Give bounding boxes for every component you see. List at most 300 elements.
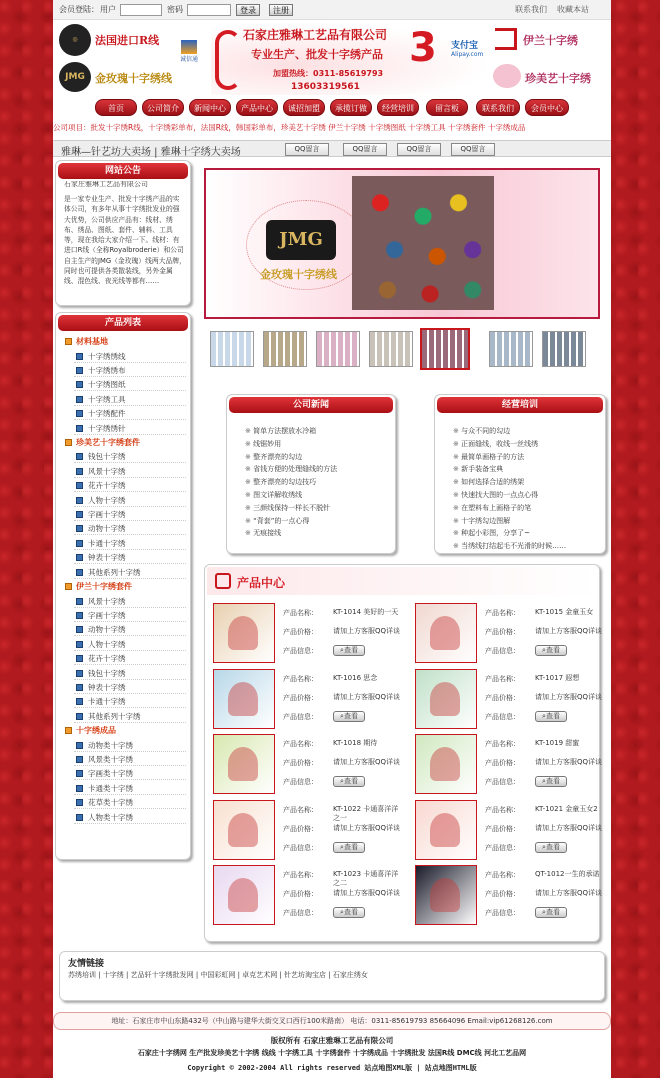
product-name: KT-1016 思念 [333,673,378,682]
folder-icon [65,338,72,345]
link-separator: | [123,971,131,979]
product-field-label: 产品信息： [283,843,318,852]
product-price: 请加上方客服QQ详谈 [535,758,603,766]
category-group[interactable] [64,580,190,593]
training-item[interactable]: ※ 新手装备宝典 [453,463,613,475]
toplink-bookmark[interactable]: 收藏本站 [557,5,589,14]
magnifier-icon: ⌕ [542,777,546,785]
nav-about[interactable]: 公司简介 [142,99,184,116]
chengxintong-label: 诚信通 [179,56,198,63]
view-button[interactable] [333,842,365,853]
product-image[interactable] [415,865,477,925]
banner-thumbnail[interactable] [263,331,307,367]
product-field-label: 产品信息： [485,843,520,852]
friend-links-title: 友情链接 [68,959,105,969]
product-field-label: 产品价格： [485,628,520,636]
category-item[interactable] [74,753,186,766]
product-name: KT-1023 卡通喜洋洋之二 [333,870,399,887]
category-item-label: 动物十字绣 [88,524,126,534]
page [53,0,611,1078]
big-3-decoration: 3 [409,25,437,71]
document-icon [76,785,83,792]
view-button[interactable] [535,776,567,787]
left-brand-1: 法国进口R线 [95,34,160,47]
product-field-label: 产品名称： [283,871,318,879]
category-item[interactable] [74,811,186,824]
product-field-label: 产品价格： [485,890,520,898]
document-icon [76,698,83,705]
category-group-label: 十字绣成品 [76,726,116,736]
product-field-label: 产品价格： [283,890,318,898]
category-item-label: 动物类十字绣 [88,740,133,750]
main-nav [53,97,611,119]
friend-link[interactable]: 十字绣 [102,971,124,979]
category-item-label: 十字绣配件 [88,409,126,419]
training-item[interactable]: ※ 与众不同的勾边 [453,425,613,437]
training-item[interactable]: ※ 如何选择合适的绣架 [453,476,613,488]
address-bar: 地址：石家庄市中山东路432号（中山路与建华大街交叉口西行100米路南） 电话：0311-85619793 85664096 Email:vip61268126.com [53,1012,611,1030]
category-item-label: 字画十字绣 [88,610,126,620]
product-price: 请加上方客服QQ详谈 [535,692,603,701]
document-icon [76,670,83,677]
cross-stitch-figure [430,682,460,716]
category-item[interactable] [74,522,186,535]
news-item[interactable]: ※ 整齐漂亮的勾边 [245,451,405,463]
header-slogan: 专业生产、批发十字绣产品 [251,48,383,61]
jmg-logo: JMG [59,62,91,92]
document-icon [76,598,83,605]
username-input[interactable] [120,4,162,16]
category-item[interactable] [74,537,186,550]
login-label: 会员登陆： [59,5,99,14]
category-item[interactable] [74,710,186,723]
view-button[interactable] [535,645,567,656]
document-icon [76,770,83,777]
product-field-label: 产品名称： [485,805,520,814]
category-item[interactable] [74,652,186,665]
category-item[interactable] [74,739,186,752]
view-button-label: 查看 [343,842,358,851]
cross-stitch-figure [430,878,460,912]
category-item[interactable] [74,494,186,507]
category-item-label: 人物十字绣 [88,495,126,505]
document-icon [76,742,83,749]
product-field-label: 产品信息： [283,778,318,786]
category-item[interactable] [74,508,186,521]
category-item[interactable] [74,450,186,463]
folder-icon [65,583,72,590]
friend-link[interactable]: 苏绣培训 [68,971,96,979]
friend-link[interactable]: 石家庄绣女 [332,971,368,979]
magnifier-icon: ⌕ [340,646,344,654]
document-icon [76,655,83,662]
banner-thumbnail[interactable] [542,331,586,367]
category-item[interactable] [74,350,186,363]
product-field-label: 产品名称： [485,609,520,617]
cross-stitch-figure [228,616,258,650]
zhenmeiyi-logo-icon [493,64,521,88]
cross-stitch-figure [228,878,258,912]
project-ticker: 公司项目：批发十字绣R线，十字绣彩单布，法国R线，韩国彩单布，珍美艺十字绣 伊兰十字绣 十字绣图纸 十字绣工具 十字绣套件 十字绣成品 [53,123,526,132]
category-item-label: 钟表十字绣 [88,553,126,563]
right-brand-2: 珍美艺十字绣 [525,72,591,85]
news-item[interactable]: ※ 整齐漂亮的勾边技巧 [245,476,405,488]
cross-stitch-figure [430,813,460,847]
document-icon [76,612,83,619]
product-field-label: 产品名称： [283,805,318,814]
product-field-label: 产品名称： [283,609,318,617]
product-name: KT-1014 美好的一天 [333,608,399,616]
document-icon [76,525,83,532]
training-item[interactable]: ※ 最简单画格子的方法 [453,451,613,463]
login-bar [53,0,611,20]
magnifier-icon: ⌕ [542,646,546,654]
view-button-label: 查看 [545,777,560,785]
nav-guestbook[interactable]: 留言板 [426,99,468,116]
category-item-label: 其他系列十字绣 [88,567,141,577]
qq-message-button[interactable]: QQ留言 [451,143,495,156]
username-label: 用户 [100,5,116,14]
view-button-label: 查看 [343,908,358,916]
document-icon [76,353,83,360]
product-price: 请加上方客服QQ详谈 [535,823,603,832]
training-panel [434,394,606,554]
document-icon [76,425,83,432]
training-item[interactable]: ※ 在塑料布上画格子的笔 [453,502,613,514]
document-icon [76,641,83,648]
product-field-label: 产品价格： [283,628,318,636]
product-name: KT-1018 期待 [333,739,378,747]
category-item-label: 花草类十字绣 [88,798,133,808]
banner-thumbnail[interactable] [210,331,254,367]
view-button-label: 查看 [343,777,358,785]
category-item[interactable] [74,638,186,651]
cross-stitch-figure [228,682,258,716]
toplink-contact[interactable]: 联系我们 [515,5,547,14]
document-icon [76,511,83,518]
product-price: 请加上方客服QQ详谈 [333,889,401,897]
category-item[interactable] [74,566,186,579]
notice-title: 网站公告 [58,163,188,179]
product-center-title: 产品中心 [237,576,286,590]
category-group[interactable] [64,436,190,449]
product-name: KT-1015 金童玉女 [535,608,594,616]
product-image[interactable] [415,800,477,860]
document-icon [76,468,83,475]
view-button-label: 查看 [545,908,560,916]
category-group-label: 珍美艺十字绣套件 [76,437,140,447]
document-icon [76,554,83,561]
category-group-label: 伊兰十字绣套件 [76,582,132,591]
nav-member[interactable]: 会员中心 [525,99,569,116]
product-image[interactable] [213,800,275,860]
category-item[interactable] [74,465,186,478]
tagline-text: 雅琳—针艺坊大卖场 | 雅琳十字绣大卖场 [61,147,241,158]
product-name: KT-1019 甜蜜 [535,739,580,747]
cross-stitch-figure [228,813,258,847]
product-field-label: 产品价格： [283,824,318,833]
category-item-label: 字画十字绣 [88,510,126,519]
banner-thumbnail[interactable] [369,331,413,367]
category-item-label: 卡通十字绣 [88,697,126,707]
right-brand-1: 伊兰十字绣 [523,34,578,47]
product-field-label: 产品信息： [283,647,318,655]
view-button-label: 查看 [343,646,358,654]
category-item[interactable] [74,393,186,406]
view-button[interactable] [535,907,567,918]
magnifier-icon: ⌕ [340,842,344,851]
product-list-panel [55,312,191,860]
training-item[interactable]: ※ 正面缝线，收线一丝线绣 [453,438,613,450]
nav-training[interactable]: 经营培训 [377,99,419,116]
banner-thumbnail[interactable] [420,328,470,370]
password-input[interactable] [187,4,231,16]
product-field-label: 产品名称： [485,674,520,683]
alipay-sub: Alipay.com [451,51,484,58]
product-image[interactable] [415,669,477,729]
product-field-label: 产品信息： [485,778,520,786]
category-item-label: 十字绣绣针 [88,423,126,433]
view-button[interactable] [333,645,365,656]
news-item[interactable]: ※ 简单方法摆放水冷箱 [245,425,405,437]
category-item-label: 风景类十字绣 [88,755,133,764]
category-item[interactable] [74,796,186,809]
cross-stitch-figure [430,616,460,650]
product-list-title: 产品列表 [58,315,188,331]
link-separator: | [277,971,285,979]
magnifier-icon: ⌕ [340,777,344,785]
product-image[interactable] [415,603,477,663]
banner-thumbnail[interactable] [489,331,533,367]
product-field-label: 产品信息： [485,647,520,655]
alipay-logo[interactable]: 支付宝 [451,41,479,51]
nav-custom-order[interactable]: 承揽订做 [330,99,372,116]
nav-franchise[interactable]: 诚招加盟 [283,99,325,116]
category-item[interactable] [74,422,186,435]
friend-links-panel [59,951,605,1001]
banner-caption: 金玫瑰十字绣线 [260,268,337,281]
yilan-logo-icon [495,28,517,50]
category-item-label: 风景十字绣 [88,466,126,476]
login-button[interactable]: 登录 [236,4,260,16]
document-icon [76,367,83,374]
cross-stitch-figure [228,747,258,781]
news-item[interactable]: ※ 无痕接线 [245,527,405,539]
category-item-label: 卡通类十字绣 [88,783,133,793]
friend-link[interactable]: 针艺坊淘宝店 [284,971,327,979]
document-icon [76,381,83,388]
friend-link[interactable]: 中国彩虹网 [200,971,236,979]
thread-skeins-photo [352,176,494,310]
category-item[interactable] [74,681,186,694]
product-image[interactable] [213,865,275,925]
category-item[interactable] [74,551,186,564]
category-item-label: 十字绣绣线 [88,351,126,361]
category-item-label: 花卉十字绣 [88,481,126,491]
qq-message-button[interactable]: QQ留言 [397,143,441,156]
view-button-label: 查看 [545,842,560,851]
product-price: 请加上方客服QQ详谈 [535,889,603,897]
view-button[interactable] [333,907,365,918]
news-item[interactable]: ※ 三颜线保持一样长不脱针 [245,502,405,514]
category-item-label: 卡通十字绣 [88,538,126,548]
company-news-panel [226,394,396,554]
nav-products[interactable]: 产品中心 [236,99,278,116]
company-name: 石家庄雅琳工艺品有限公司 [243,28,388,42]
product-name: KT-1021 金童玉女2 [535,804,598,813]
view-button[interactable] [333,711,365,722]
view-button[interactable] [535,842,567,853]
friend-links-list [68,970,598,982]
hero-banner[interactable] [204,168,600,319]
product-price: 请加上方客服QQ详谈 [535,627,603,635]
view-button-label: 查看 [545,646,560,654]
product-price: 请加上方客服QQ详谈 [333,692,401,701]
product-center-icon [215,573,231,589]
view-button[interactable] [333,776,365,787]
product-field-label: 产品信息： [283,909,318,917]
document-icon [76,410,83,417]
footer-copyright: Copyright © 2002-2004 All rights reserved 站点地图XML版 | 站点地图HTML版 [187,1064,477,1072]
training-item[interactable]: ※ 当绣线打结起毛不光滑的时候…… [453,540,613,552]
product-field-label: 产品价格： [485,824,520,833]
header [53,20,611,97]
company-news-title: 公司新闻 [229,397,393,413]
nav-news[interactable]: 新闻中心 [189,99,231,116]
friend-link[interactable]: 艺品轩十字绣批发网 [130,971,194,979]
product-name: KT-1017 遐想 [535,673,580,682]
link-separator: | [96,971,103,979]
view-button-label: 查看 [343,711,358,720]
left-brand-2: 金玫瑰十字绣线 [95,72,172,85]
magnifier-icon: ⌕ [542,711,546,720]
header-hotline: 加盟热线：0311-85619793 [273,69,384,78]
category-item[interactable] [74,623,186,636]
news-item[interactable]: ※ “背套”的一点心得 [245,515,405,527]
document-icon [76,396,83,403]
category-item-label: 人物十字绣 [88,639,126,649]
footer-keywords: 石家庄十字绣网 生产批发珍美艺十字绣 线线 十字绣工具 十字绣套件 十字绣成品 十字绣批发 法国R线 DMC线 河北工艺品网 [137,1049,527,1057]
category-item-label: 动物十字绣 [88,625,126,635]
category-item-label: 钱包十字绣 [88,668,126,678]
notice-body: 是一家专业生产、批发十字绣产品的实体公司，有多年从事十字绣批发业的强大优势，公司供应产品有：线材、绣布、绣品、图纸、套件、辅料、工具等，现在我给大家介绍一下。线材：有进口R线（全称Royalbroderie）和公司自主生产的JMG（金玫瑰）线两大品牌，同时也可提供各类散装线，另外金属线、混色线、夜光线等都有…… [64,195,186,286]
product-field-label: 产品信息： [485,909,520,917]
product-field-label: 产品信息： [485,712,520,721]
product-field-label: 产品名称： [283,674,318,683]
banner-thumbnail[interactable] [316,331,360,367]
product-image[interactable] [213,603,275,663]
friend-link[interactable]: 卓克艺术网 [242,971,278,979]
qq-message-button[interactable]: QQ留言 [285,143,329,156]
category-item-label: 字画类十字绣 [88,769,133,779]
category-item-label: 其他系列十字绣 [88,711,141,721]
category-item[interactable] [74,667,186,680]
register-button[interactable]: 注册 [269,4,293,16]
product-name: QT-1012一生的承诺 [535,870,600,878]
category-item[interactable] [74,378,186,391]
training-title: 经营培训 [437,397,603,413]
magnifier-icon: ⌕ [542,908,546,916]
product-field-label: 产品名称： [283,740,318,748]
category-item-label: 钱包十字绣 [88,452,126,462]
category-item[interactable] [74,595,186,608]
document-icon [76,540,83,547]
category-item[interactable] [74,609,186,622]
tagline-bar [53,140,611,157]
product-price: 请加上方客服QQ详谈 [333,823,401,832]
document-icon [76,569,83,576]
nav-contact[interactable]: 联系我们 [476,99,520,116]
product-field-label: 产品价格： [485,693,520,702]
training-item[interactable]: ※ 快速找大图的一点点心得 [453,489,613,501]
document-icon [76,626,83,633]
category-item[interactable] [74,767,186,780]
document-icon [76,814,83,821]
category-item-label: 人物类十字绣 [88,812,133,822]
category-item[interactable] [74,364,186,377]
header-mobile: 13603319561 [291,82,360,92]
news-item[interactable]: ※ 省钱方便的处理缝线的方法 [245,463,405,475]
category-item[interactable] [74,782,186,795]
news-item[interactable]: ※ 图文详解收绣线 [245,489,405,501]
swirl-decoration [215,30,241,90]
product-center-header [207,567,597,595]
category-group[interactable] [64,724,190,737]
training-item[interactable]: ※ 十字绣勾边图解 [453,515,613,527]
qq-message-button[interactable]: QQ留言 [343,143,387,156]
document-icon [76,713,83,720]
product-field-label: 产品价格： [283,759,318,767]
product-field-label: 产品名称： [485,740,520,748]
link-separator: | [235,971,243,979]
product-image[interactable] [415,734,477,794]
product-field-label: 产品信息： [283,712,318,721]
banner-jmg-logo: JMG [266,220,336,260]
news-item[interactable]: ※ 线锯妙用 [245,438,405,450]
magnifier-icon: ⌕ [340,711,344,720]
document-icon [76,482,83,489]
category-item-label: 十字绣绣布 [88,365,126,375]
category-item-label: 十字绣工具 [88,394,126,404]
nav-home[interactable]: 首页 [95,99,137,116]
link-separator: | [326,971,333,979]
category-item[interactable] [74,479,186,492]
category-item-label: 花卉十字绣 [88,654,126,664]
product-price: 请加上方客服QQ详谈 [333,627,401,635]
product-field-label: 产品价格： [283,693,318,702]
chengxintong-icon [181,40,197,54]
link-separator: | [193,971,201,979]
category-item-label: 风景十字绣 [88,596,126,606]
product-image[interactable] [213,734,275,794]
product-field-label: 产品名称： [485,871,520,879]
category-group[interactable] [64,335,190,348]
training-item[interactable]: ※ 种起小彩图，分享了~ [453,527,613,539]
view-button[interactable] [535,711,567,722]
notice-cut-line: 石家庄雅琳工艺品有限公司 [64,181,148,188]
chengxintong-badge[interactable] [173,40,205,70]
category-item[interactable] [74,695,186,708]
product-image[interactable] [213,669,275,729]
r-thread-logo: ◎ [59,24,91,56]
product-field-label: 产品价格： [485,759,520,767]
product-center [204,564,603,942]
product-name: KT-1022 卡通喜洋洋之一 [333,804,399,822]
header-banner [211,22,491,95]
footer-copyright-owner: 版权所有 石家庄雅琳工艺品有限公司 [270,1036,394,1045]
password-label: 密码 [167,5,183,14]
category-item[interactable] [74,407,186,420]
